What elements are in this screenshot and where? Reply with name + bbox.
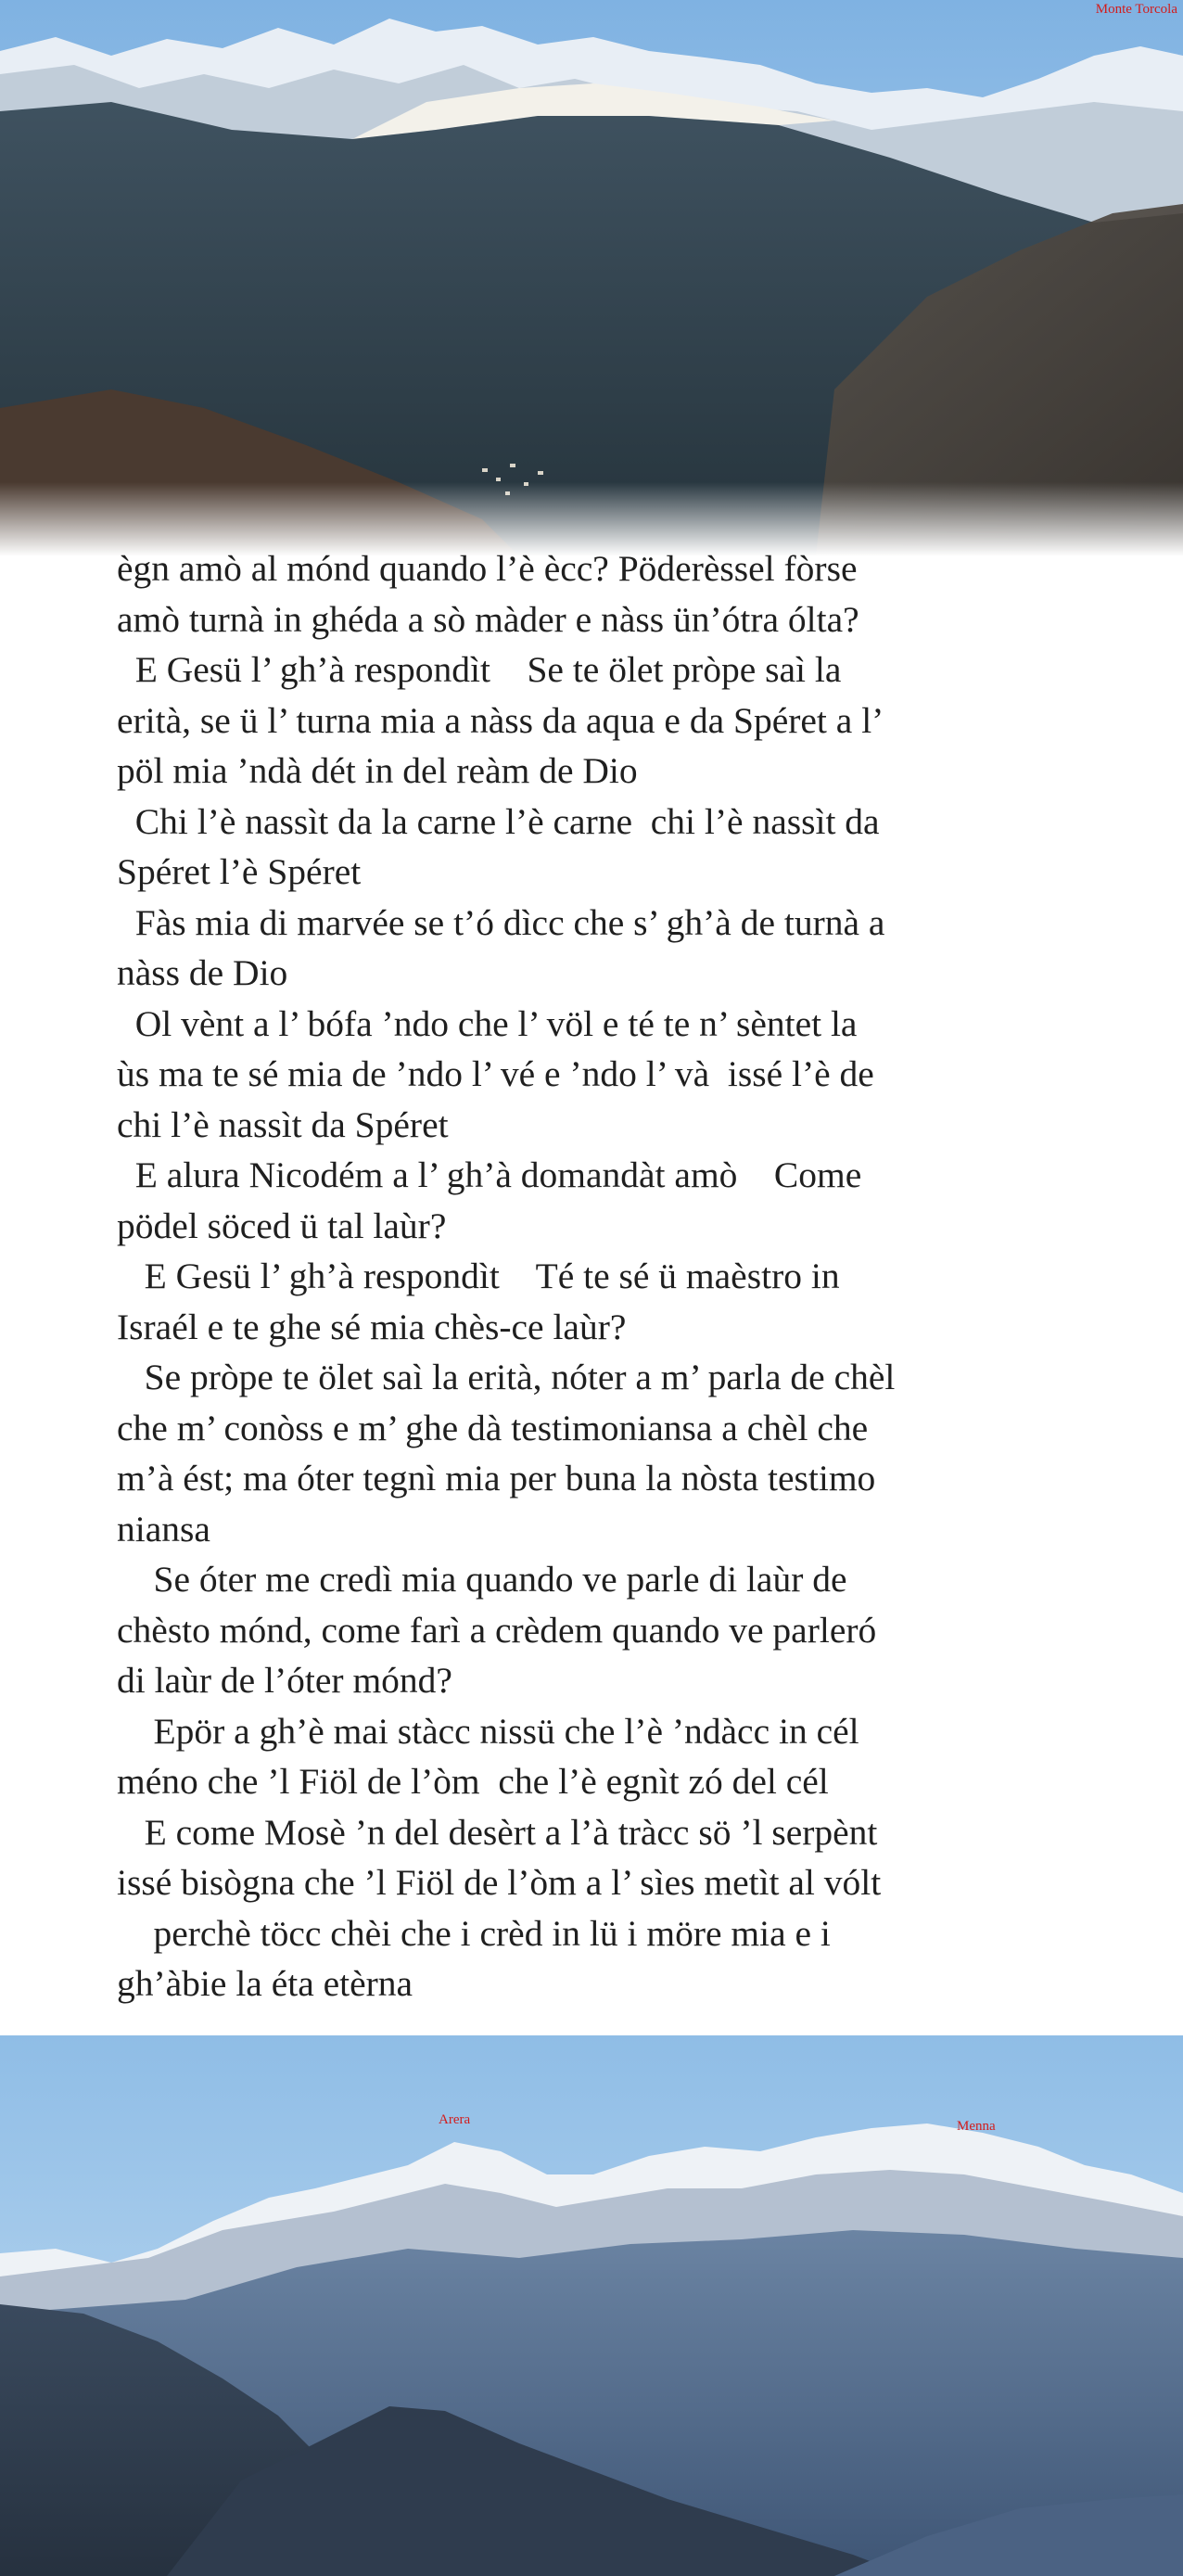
text-line: ùs ma te sé mia de ’ndo l’ vé e ’ndo l’ và issé l’è de [117, 1053, 874, 1094]
bottom-mountain-photo [0, 2035, 1183, 2576]
text-line: di laùr de l’óter mónd? [117, 1660, 452, 1701]
text-line: E come Mosè ’n del desèrt a l’à tràcc sö ’l serpènt [117, 1811, 878, 1853]
text-line: E Gesü l’ gh’à respondìt Té te sé ü maèstro in [117, 1256, 840, 1296]
text-line: Chi l’è nassìt da la carne l’è carne chi l’è nassìt da [117, 800, 880, 842]
text-line: nàss de Dio [117, 952, 288, 993]
text-line: ègn amò al mónd quando l’è ècc? Pöderèssel fòrse [117, 548, 858, 589]
text-line: Ol vènt a l’ bófa ’ndo che l’ völ e té te n’ sèntet la [117, 1002, 858, 1044]
text-line: chèsto mónd, come farì a crèdem quando ve parleró [117, 1609, 877, 1651]
text-line: pödel söced ü tal laùr? [117, 1205, 447, 1246]
text-line: E Gesü l’ gh’à respondìt Se te ölet pròpe saì la [117, 649, 842, 690]
text-line: Epör a gh’è mai stàcc nissü che l’è ’ndàcc in cél [117, 1710, 859, 1752]
text-line: chi l’è nassìt da Spéret [117, 1103, 449, 1145]
text-line: amò turnà in ghéda a sò màder e nàss ün’ótra ólta? [117, 598, 859, 640]
text-line: Israél e te ghe sé mia chès-ce laùr? [117, 1306, 627, 1347]
text-line: perchè töcc chèi che i crèd in lü i möre mia e i [117, 1912, 831, 1954]
text-line: niansa [117, 1508, 210, 1549]
text-line: E alura Nicodém a l’ gh’à domandàt amò Come [117, 1154, 862, 1195]
text-line: méno che ’l Fiöl de l’òm che l’è egnìt zó del cél [117, 1761, 829, 1802]
text-line: erità, se ü l’ turna mia a nàss da aqua e da Spéret a l’ [117, 699, 884, 741]
text-line: Spéret l’è Spéret [117, 851, 362, 892]
top-mountain-photo [0, 0, 1183, 556]
text-line: Se óter me credì mia quando ve parle di laùr de [117, 1559, 847, 1600]
text-line: pöl mia ’ndà dét in del reàm de Dio [117, 750, 638, 791]
monte-torcola-label: Monte Torcola [1095, 2, 1177, 17]
menna-label: Menna [957, 2119, 996, 2134]
arera-label: Arera [439, 2112, 471, 2127]
text-line: gh’àbie la éta etèrna [117, 1963, 413, 2004]
text-line: Fàs mia di marvée se t’ó dìcc che s’ gh’à de turnà a [117, 901, 885, 943]
text-line: che m’ conòss e m’ ghe dà testimoniansa a chèl che [117, 1407, 869, 1448]
text-line: Se pròpe te ölet saì la erità, nóter a m’ parla de chèl [117, 1357, 896, 1397]
text-line: issé bisògna che ’l Fiöl de l’òm a l’ sìes metìt al vólt [117, 1862, 882, 1903]
poem-text-block [117, 543, 1178, 2009]
text-line: m’à ést; ma óter tegnì mia per buna la nòsta testimo [117, 1458, 876, 1498]
